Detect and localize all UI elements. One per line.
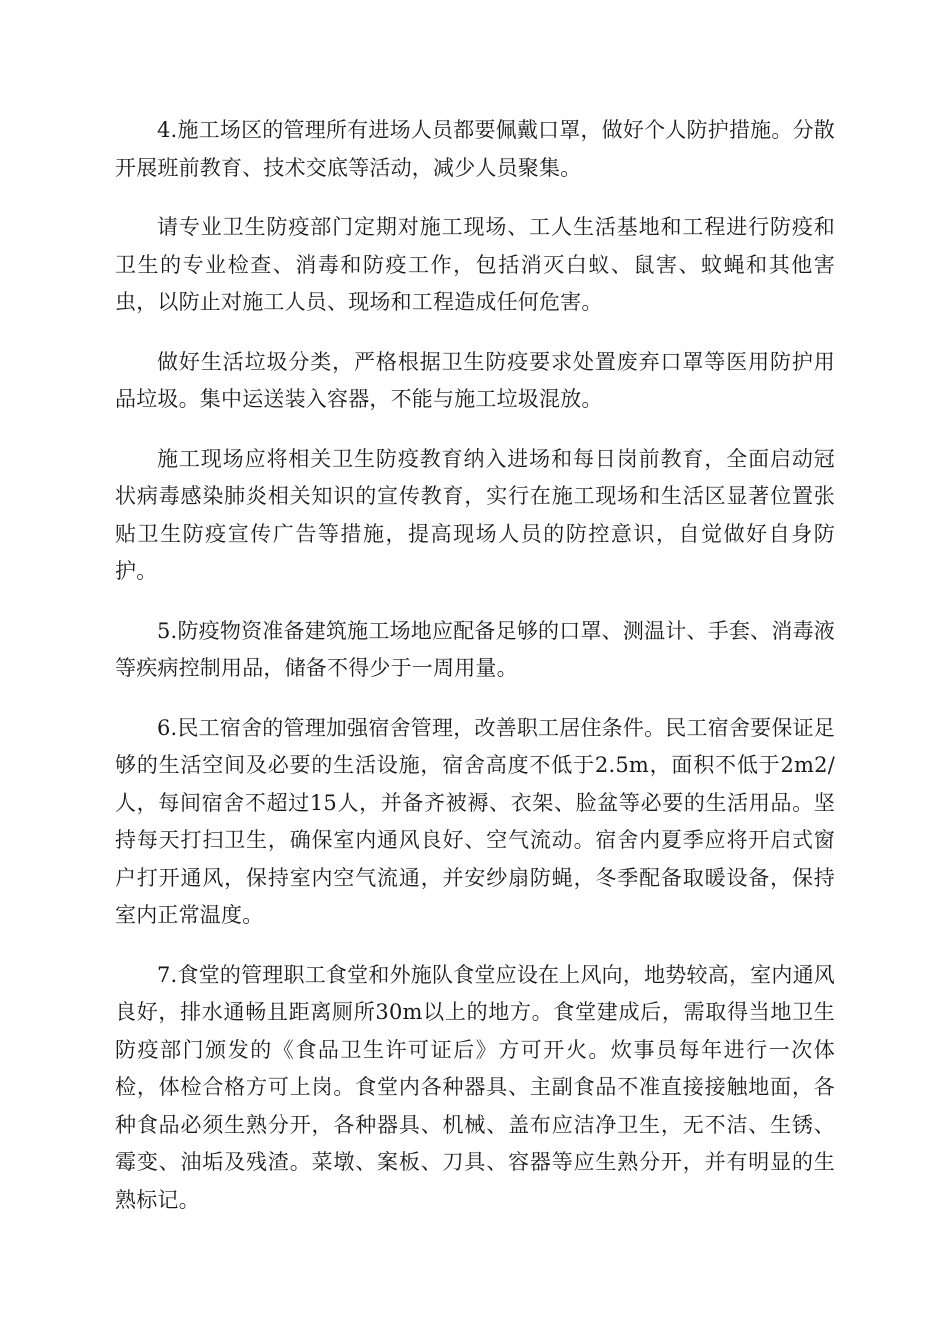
paragraph-epidemic-inspection: 请专业卫生防疫部门定期对施工现场、工人生活基地和工程进行防疫和卫生的专业检查、消毒和防疫工作，包括消灭白蚁、鼠害、蚊蝇和其他害虫，以防止对施工人员、现场和工程造成任何危害。	[115, 215, 835, 314]
paragraph-health-education: 施工现场应将相关卫生防疫教育纳入进场和每日岗前教育，全面启动冠状病毒感染肺炎相关知识的宣传教育，实行在施工现场和生活区显著位置张贴卫生防疫宣传广告等措施，提高现场人员的防控意识，自觉做好自身防护。	[115, 446, 835, 583]
paragraph-site-management: 4.施工场区的管理所有进场人员都要佩戴口罩，做好个人防护措施。分散开展班前教育、技术交底等活动，减少人员聚集。	[115, 118, 835, 180]
paragraph-supplies: 5.防疫物资准备建筑施工场地应配备足够的口罩、测温计、手套、消毒液等疾病控制用品，储备不得少于一周用量。	[115, 618, 835, 680]
paragraph-dormitory: 6.民工宿舍的管理加强宿舍管理，改善职工居住条件。民工宿舍要保证足够的生活空间及必要的生活设施，宿舍高度不低于2.5m，面积不低于2m2/人，每间宿舍不超过15人，并备齐被褥、衣架、脸盆等必要的生活用品。坚持每天打扫卫生，确保室内通风良好、空气流动。宿舍内夏季应将开启式窗户打开通风，保持室内空气流通，并安纱扇防蝇，冬季配备取暖设备，保持室内正常温度。	[115, 715, 835, 927]
document-body	[115, 112, 835, 1241]
paragraph-canteen: 7.食堂的管理职工食堂和外施队食堂应设在上风向，地势较高，室内通风良好，排水通畅且距离厕所30m以上的地方。食堂建成后，需取得当地卫生防疫部门颁发的《食品卫生许可证后》方可开火。炊事员每年进行一次体检，体检合格方可上岗。食堂内各种器具、主副食品不准直接接触地面，各种食品必须生熟分开，各种器具、机械、盖布应洁净卫生，无不洁、生锈、霉变、油垢及残渣。菜墩、案板、刀具、容器等应生熟分开，并有明显的生熟标记。	[115, 962, 835, 1212]
paragraph-garbage-sorting: 做好生活垃圾分类，严格根据卫生防疫要求处置废弃口罩等医用防护用品垃圾。集中运送装入容器，不能与施工垃圾混放。	[115, 349, 835, 411]
